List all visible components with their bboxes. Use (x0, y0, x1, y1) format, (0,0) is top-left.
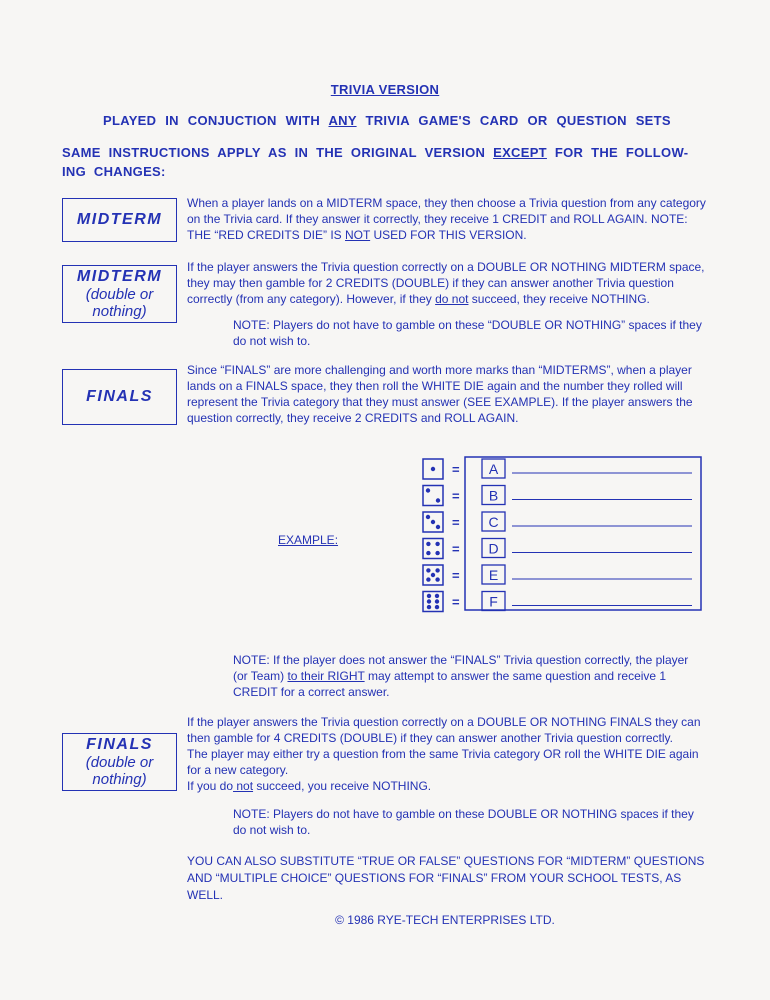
example-row (423, 459, 692, 479)
die-face-6-icon (423, 592, 443, 612)
die-pip (435, 551, 439, 555)
die-pip (427, 599, 431, 603)
equals-sign: = (452, 462, 460, 477)
die-pip (426, 542, 430, 546)
die-pip (426, 577, 430, 581)
substitute-text: YOU CAN ALSO SUBSTITUTE “TRUE OR FALSE” QUESTIONS FOR “MIDTERM” QUESTIONS AND “MULTIPLE CHOICE” QUESTIONS FOR “FINALS” FROM YOUR SCHOOL TESTS, AS WELL. (187, 854, 705, 902)
die-pip (427, 605, 431, 609)
example-row (423, 512, 692, 532)
die-pip (427, 594, 431, 598)
example-row (423, 539, 692, 559)
midterm-double-text: If the player answers the Trivia question correctly on a DOUBLE OR NOTHING MIDTERM space, they may then gamble for 2 CREDITS (DOUBLE) if they can answer another Trivia question correctly (from any category). However, if they do not succeed, they receive NOTHING. (187, 260, 705, 306)
die-pip (426, 488, 430, 492)
finals-double-text: If the player answers the Trivia question correctly on a DOUBLE OR NOTHING FINALS they can then gamble for 4 CREDITS (DOUBLE) if they can answer another Trivia question correctly. The player may either try a question from the same Trivia category OR roll the WHITE DIE again for a new category. If you do not succeed, you receive NOTHING. (187, 715, 701, 793)
die-face-2-icon (423, 486, 443, 506)
example-row (423, 486, 692, 506)
equals-sign: = (452, 594, 460, 610)
instructions-line: SAME INSTRUCTIONS APPLY AS IN THE ORIGINAL VERSION EXCEPT FOR THE FOLLOW-ING CHANGES: (62, 145, 689, 179)
example-row (423, 592, 692, 612)
midterm-text: When a player lands on a MIDTERM space, they then choose a Trivia question from any category on the Trivia card. If they answer it correctly, they receive 1 CREDIT and ROLL AGAIN. NOTE: THE “RED CREDITS DIE” IS NOT USED FOR THIS VERSION. (187, 196, 706, 242)
midterm-double-label: MIDTERM (76, 268, 163, 285)
finals-double-sub: (double or nothing) (85, 754, 154, 788)
intro-line: PLAYED IN CONJUCTION WITH ANY TRIVIA GAME'S CARD OR QUESTION SETS (103, 113, 671, 128)
example-diagram (415, 453, 705, 613)
die-pip (435, 542, 439, 546)
example-row (423, 565, 692, 585)
die-pip (431, 467, 435, 471)
die-pip (431, 573, 435, 577)
midterm-double-sub: (double or nothing) (85, 286, 154, 320)
die-pip (426, 551, 430, 555)
equals-sign: = (452, 568, 460, 583)
die-pip (435, 599, 439, 603)
die-pip (435, 594, 439, 598)
finals-double-label: FINALS (86, 736, 153, 753)
die-pip (426, 568, 430, 572)
equals-sign: = (452, 541, 460, 557)
example-frame (465, 457, 701, 610)
die-pip (436, 498, 440, 502)
category-letter: F (489, 593, 498, 610)
example-label: EXAMPLE: (278, 533, 339, 547)
die-pip (436, 525, 440, 529)
category-letter: A (488, 461, 499, 477)
die-face-4-icon (423, 539, 443, 559)
finals-double-label-box (62, 733, 177, 791)
finals-label-box (62, 369, 177, 425)
finals-note: NOTE: If the player does not answer the “FINALS” Trivia question correctly, the player (or Team) to their RIGHT may attempt to answer the same question and receive 1 CREDIT for a correct answer. (233, 653, 689, 699)
category-letter: D (488, 540, 499, 557)
die-pip (435, 605, 439, 609)
die-pip (431, 520, 435, 524)
finals-label: FINALS (86, 388, 153, 405)
equals-sign: = (452, 515, 460, 530)
die-pip (426, 515, 430, 519)
die-pip (435, 568, 439, 572)
midterm-double-note: NOTE: Players do not have to gamble on these “DOUBLE OR NOTHING” spaces if they do not wish to. (233, 318, 702, 348)
category-letter: E (488, 567, 499, 583)
midterm-double-label-box (62, 265, 177, 323)
equals-sign: = (452, 488, 460, 504)
category-letter: B (488, 487, 499, 504)
copyright: © 1986 RYE-TECH ENTERPRISES LTD. (335, 913, 555, 927)
finals-double-note: NOTE: Players do not have to gamble on these DOUBLE OR NOTHING spaces if they do not wish to. (233, 807, 694, 837)
category-letter: C (488, 514, 499, 530)
midterm-label: MIDTERM (76, 211, 163, 228)
finals-text: Since “FINALS” are more challenging and worth more marks than “MIDTERMS”, when a player lands on a FINALS space, they then roll the WHITE DIE again and the number they rolled will represent the Trivia category that they must answer (SEE EXAMPLE). If the player answers the question correctly, they receive 2 CREDITS and ROLL AGAIN. (187, 363, 693, 425)
midterm-label-box (62, 198, 177, 242)
page-title: TRIVIA VERSION (330, 82, 440, 97)
die-pip (435, 577, 439, 581)
